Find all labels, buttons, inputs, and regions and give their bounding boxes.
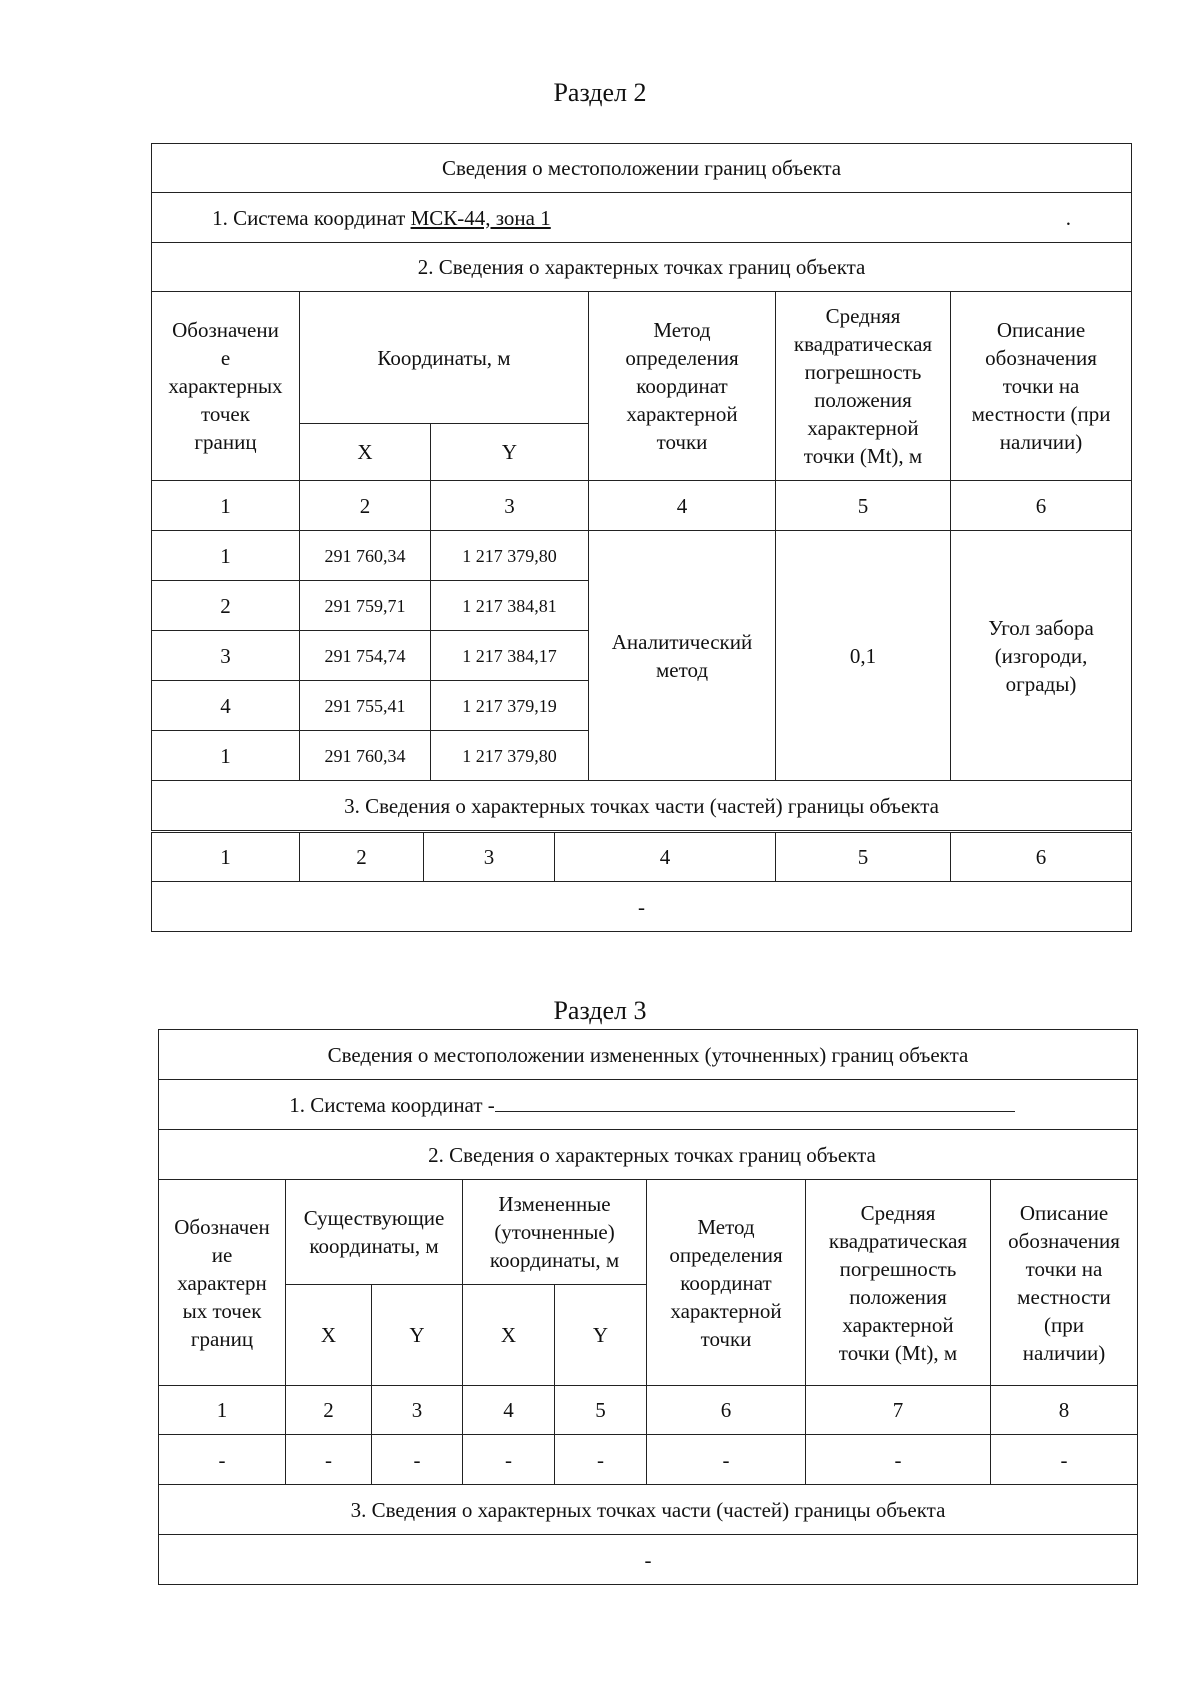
section2-parts-colnum-5: 5 [776, 833, 951, 882]
table-row [159, 1435, 1138, 1485]
section2-col-x: X [300, 424, 431, 481]
section3-colnum-4: 4 [463, 1386, 555, 1435]
section2-colnum-5: 5 [776, 481, 951, 531]
section2-error-value: 0,1 [776, 531, 951, 781]
section3-col-changed: Измененные (уточненные) координаты, м [463, 1180, 647, 1285]
table-row [152, 531, 1132, 581]
section3-value-1: - [159, 1435, 286, 1485]
section2-col-coords: Координаты, м [300, 292, 589, 424]
section2-coord-value: МСК-44, зона 1 [410, 205, 551, 230]
section3-value-6: - [647, 1435, 806, 1485]
section2-col-method: Метод определения координат характерной точки [589, 292, 776, 481]
section3-value-3: - [372, 1435, 463, 1485]
section3-col-existing-y: Y [372, 1285, 463, 1386]
point-y: 1 217 379,19 [431, 681, 589, 731]
section3-col-error: Средняя квадратическая погрешность положения характерной точки (Mt), м [806, 1180, 991, 1386]
section2-colnum-4: 4 [589, 481, 776, 531]
point-number: 1 [152, 531, 300, 581]
point-x: 291 760,34 [300, 531, 431, 581]
section3-colnum-1: 1 [159, 1386, 286, 1435]
point-number: 3 [152, 631, 300, 681]
section3-parts-value: - [159, 1535, 1138, 1585]
section2-parts-heading: 3. Сведения о характерных точках части (частей) границы объекта [152, 781, 1132, 831]
point-y: 1 217 384,17 [431, 631, 589, 681]
section3-table [158, 1029, 1138, 1585]
section2-parts-colnum-3: 3 [424, 833, 555, 882]
section2-method-value: Аналитический метод [589, 531, 776, 781]
point-number: 4 [152, 681, 300, 731]
section2-parts-table [151, 832, 1132, 932]
section3-title: Раздел 3 [553, 996, 647, 1025]
section3-col-method: Метод определения координат характерной точки [647, 1180, 806, 1386]
section2-colnum-1: 1 [152, 481, 300, 531]
section2-colnum-6: 6 [951, 481, 1132, 531]
section3-header: Сведения о местоположении измененных (уточненных) границ объекта [159, 1030, 1138, 1080]
section3-colnum-7: 7 [806, 1386, 991, 1435]
section2-col-error: Средняя квадратическая погрешность положения характерной точки (Mt), м [776, 292, 951, 481]
section2-parts-colnum-6: 6 [951, 833, 1132, 882]
section2-colnum-3: 3 [431, 481, 589, 531]
section2-coord-system: 1. Система координат МСК-44, зона 1 . [152, 193, 1132, 243]
section3-value-4: - [463, 1435, 555, 1485]
section2-colnum-2: 2 [300, 481, 431, 531]
section2-col-desc: Описание обозначения точки на местности (при наличии) [951, 292, 1132, 481]
section3-col-changed-y: Y [555, 1285, 647, 1386]
point-x: 291 760,34 [300, 731, 431, 781]
section2-parts-colnum-2: 2 [300, 833, 424, 882]
point-y: 1 217 379,80 [431, 531, 589, 581]
section3-col-desc: Описание обозначения точки на местности (при наличии) [991, 1180, 1138, 1386]
section3-value-7: - [806, 1435, 991, 1485]
section3-points-heading: 2. Сведения о характерных точках границ объекта [159, 1130, 1138, 1180]
point-x: 291 754,74 [300, 631, 431, 681]
section3-col-existing: Существующие координаты, м [286, 1180, 463, 1285]
section3-colnum-6: 6 [647, 1386, 806, 1435]
point-y: 1 217 379,80 [431, 731, 589, 781]
section2-header: Сведения о местоположении границ объекта [152, 144, 1132, 193]
section3-value-2: - [286, 1435, 372, 1485]
section2-col-designation: Обозначени е характерных точек границ [152, 292, 300, 481]
point-number: 2 [152, 581, 300, 631]
section3-coord-system: 1. Система координат - [159, 1080, 1138, 1130]
section3-value-5: - [555, 1435, 647, 1485]
point-x: 291 759,71 [300, 581, 431, 631]
point-number: 1 [152, 731, 300, 781]
section3-colnum-5: 5 [555, 1386, 647, 1435]
section2-parts-colnum-1: 1 [152, 833, 300, 882]
point-y: 1 217 384,81 [431, 581, 589, 631]
section3-colnum-3: 3 [372, 1386, 463, 1435]
section3-col-designation: Обозначен ие характерн ых точек границ [159, 1180, 286, 1386]
section3-value-8: - [991, 1435, 1138, 1485]
section2-description-value: Угол забора (изгороди, ограды) [951, 531, 1132, 781]
point-x: 291 755,41 [300, 681, 431, 731]
section3-colnum-2: 2 [286, 1386, 372, 1435]
section3-col-changed-x: X [463, 1285, 555, 1386]
section3-colnum-8: 8 [991, 1386, 1138, 1435]
section3-parts-heading: 3. Сведения о характерных точках части (частей) границы объекта [159, 1485, 1138, 1535]
section2-parts-value: - [152, 882, 1132, 932]
section2-table [151, 143, 1132, 831]
section2-points-heading: 2. Сведения о характерных точках границ объекта [152, 243, 1132, 292]
section2-title: Раздел 2 [553, 78, 647, 107]
section2-parts-colnum-4: 4 [555, 833, 776, 882]
section3-col-existing-x: X [286, 1285, 372, 1386]
section2-col-y: Y [431, 424, 589, 481]
